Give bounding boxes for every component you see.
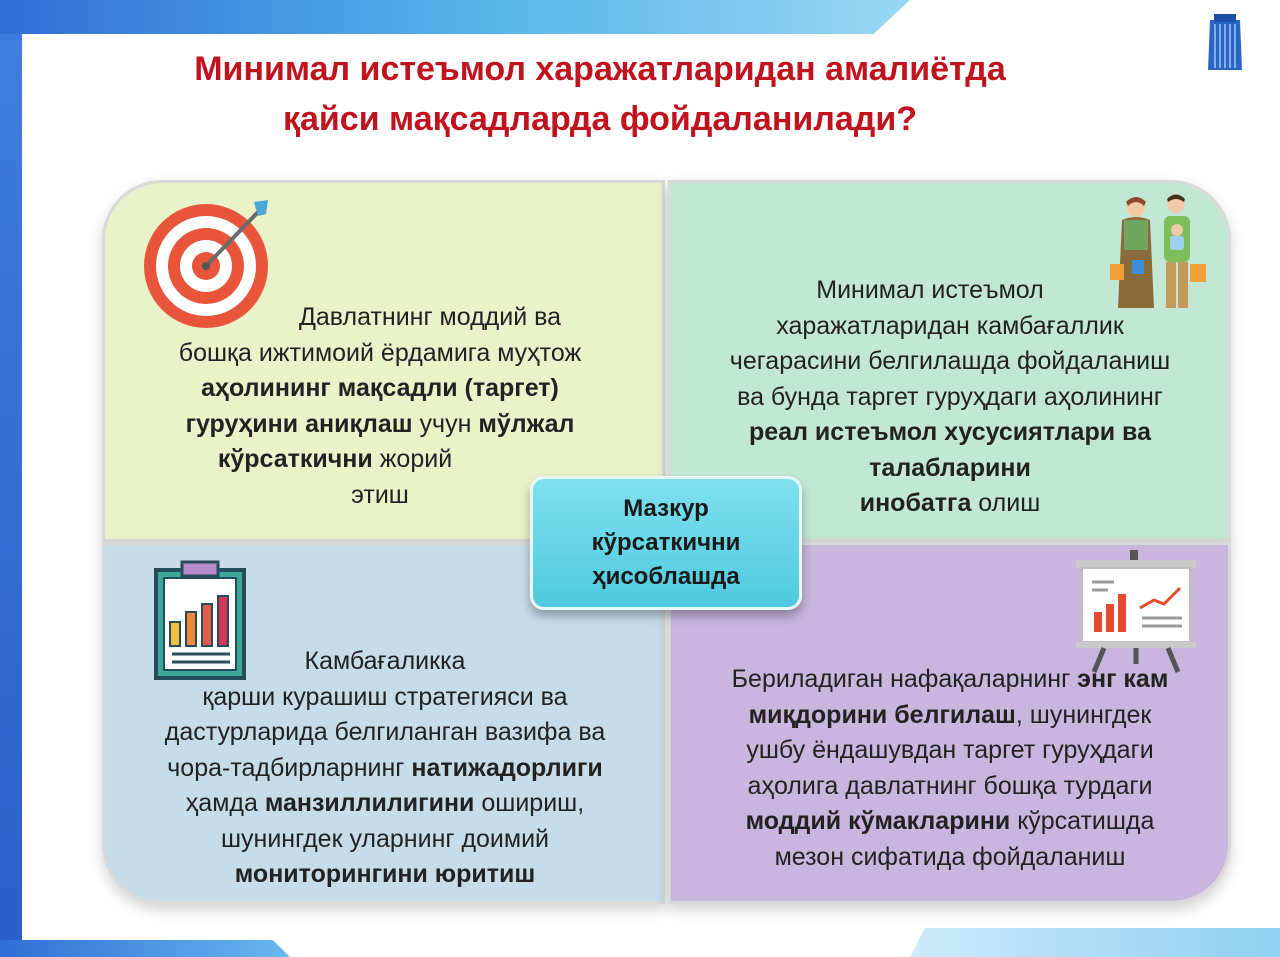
- bottom-left-accent-band: [0, 940, 290, 957]
- text: ошириш,: [474, 789, 585, 817]
- building-logo-icon: [1190, 10, 1260, 90]
- text-line: қарши курашиш стратегияси ва: [202, 682, 568, 711]
- text: олиш: [971, 489, 1041, 517]
- bold-text: реал истеъмол хусусиятлари ва: [749, 418, 1151, 446]
- text: кўрсатишда: [1010, 807, 1155, 835]
- text-line: шунингдек уларнинг доимий: [220, 824, 550, 853]
- text-line: [120, 442, 640, 478]
- text-line: [688, 415, 1212, 451]
- text: , шунингдек: [1015, 700, 1152, 729]
- presentation-chart-icon: [1074, 550, 1198, 674]
- title-line-1: Минимал истеъмол харажатларидан амалиётда: [194, 50, 1006, 88]
- center-line-1: Мазкур: [623, 495, 709, 522]
- text-line: [120, 786, 650, 822]
- text: учун: [412, 409, 479, 438]
- title-line-2: қайси мақсадларда фойдаланилади?: [282, 100, 918, 138]
- text-line: ва бунда таргет гуруҳдаги аҳолининг: [737, 382, 1163, 411]
- bold-text: манзиллилигини: [264, 789, 475, 817]
- page-title: [80, 44, 1120, 144]
- text-line: Минимал истеъмол: [816, 276, 1044, 304]
- text-line: [120, 371, 640, 407]
- bold-text: миқдорини белгилаш: [748, 700, 1016, 729]
- text-line: [120, 407, 640, 443]
- text-line: Камбағаликка: [304, 647, 466, 675]
- left-accent-bar: [0, 0, 22, 957]
- center-label-box: [530, 476, 802, 610]
- text: чора-тадбирларнинг: [167, 753, 412, 782]
- text-line: харажатларидан камбағаллик: [776, 311, 1124, 340]
- text-line: [682, 662, 1218, 698]
- bold-text: талабларини: [869, 453, 1031, 482]
- panel-bottom-right-text: [682, 662, 1218, 875]
- text-line: [120, 751, 650, 787]
- bold-text: энг кам: [1077, 665, 1169, 693]
- text-line: [682, 804, 1218, 840]
- text-line: Давлатнинг моддий ва: [298, 303, 562, 331]
- bold-text: мўлжал: [478, 409, 575, 438]
- text-line: бошқа ижтимоий ёрдамига муҳтож: [178, 338, 582, 367]
- top-accent-band: [0, 0, 910, 34]
- bold-text: моддий кўмакларини: [745, 807, 1011, 835]
- text: жорий: [372, 445, 453, 473]
- bold-text: мониторингини юритиш: [234, 860, 536, 888]
- text-line: [682, 698, 1218, 734]
- text: ҳамда: [185, 789, 265, 817]
- center-line-3: ҳисоблашда: [592, 563, 740, 590]
- bottom-right-accent-band: [910, 928, 1280, 957]
- text-line: ушбу ёндашувдан таргет гуруҳдаги: [746, 736, 1154, 764]
- text: Бериладиган нафақаларнинг: [731, 665, 1078, 693]
- bold-text: инобатга: [859, 489, 972, 517]
- bold-text: аҳолининг мақсадли (таргет): [201, 374, 559, 402]
- bold-text: кўрсаткични: [217, 445, 373, 473]
- text-line: мезон сифатида фойдаланиш: [774, 842, 1126, 871]
- text-line: [120, 857, 650, 893]
- text-line: этиш: [351, 480, 409, 509]
- text-line: аҳолига давлатнинг бошқа турдаги: [747, 771, 1153, 800]
- text-line: чегарасини белгилашда фойдаланиш: [729, 347, 1171, 375]
- center-line-2: кўрсаткични: [591, 529, 741, 556]
- bold-text: гуруҳини аниқлаш: [185, 409, 413, 438]
- text-line: дастурларида белгиланган вазифа ва: [164, 718, 606, 746]
- panel-bottom-left-text: [120, 644, 650, 893]
- bold-text: натижадорлиги: [411, 753, 603, 782]
